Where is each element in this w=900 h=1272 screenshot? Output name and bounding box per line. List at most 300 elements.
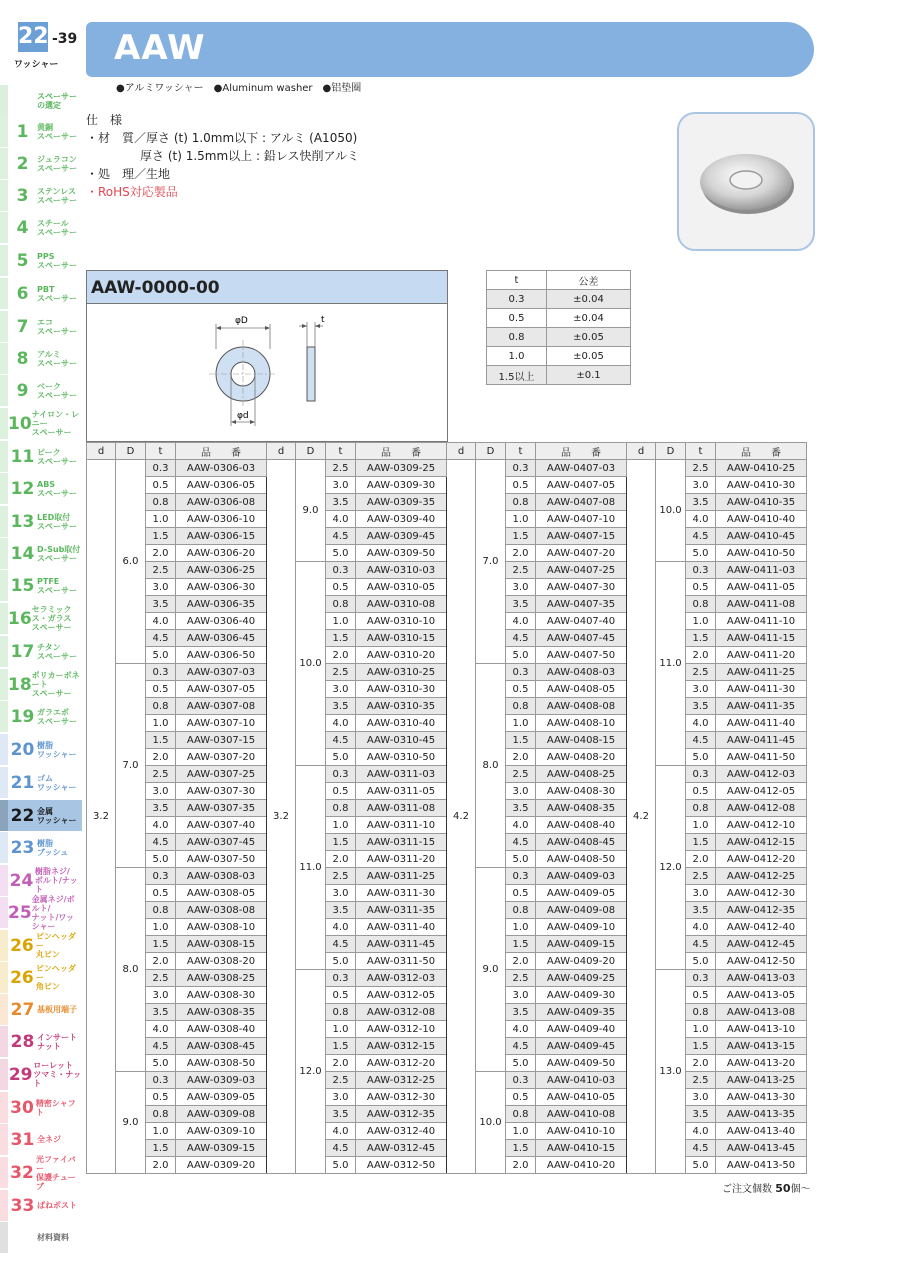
cell-D: 8.0 [116, 868, 146, 1072]
tolerance-value: ±0.05 [547, 347, 631, 366]
nav-item-number: 16 [8, 608, 32, 629]
cell-t: 1.5 [146, 936, 176, 953]
nav-item[interactable] [0, 800, 82, 831]
cell-part-no: AAW-0311-45 [356, 936, 447, 953]
cell-t: 1.0 [506, 511, 536, 528]
header-D: D [116, 443, 146, 460]
cell-t: 4.5 [326, 936, 356, 953]
cell-t: 2.0 [686, 647, 716, 664]
tolerance-row [487, 366, 631, 385]
cell-t: 2.0 [686, 851, 716, 868]
cell-part-no: AAW-0308-50 [176, 1055, 267, 1072]
cell-part-no: AAW-0306-05 [176, 477, 267, 494]
nav-item-number: 26 [10, 935, 34, 956]
cell-part-no: AAW-0413-10 [716, 1021, 807, 1038]
cell-part-no: AAW-0409-05 [536, 885, 627, 902]
cell-part-no: AAW-0413-35 [716, 1106, 807, 1123]
nav-item[interactable] [0, 1059, 82, 1090]
cell-part-no: AAW-0410-10 [536, 1123, 627, 1140]
dim-D-label: φD [235, 316, 248, 326]
cell-part-no: AAW-0413-45 [716, 1140, 807, 1157]
product-photo [677, 112, 815, 251]
header-t: t [686, 443, 716, 460]
cell-t: 1.0 [326, 613, 356, 630]
nav-item[interactable] [0, 603, 82, 634]
cell-t: 1.5 [686, 1038, 716, 1055]
cell-t: 0.3 [326, 970, 356, 987]
cell-part-no: AAW-0411-50 [716, 749, 807, 766]
cell-t: 4.0 [686, 715, 716, 732]
cell-t: 0.3 [146, 1072, 176, 1089]
nav-item[interactable] [0, 148, 82, 179]
cell-t: 2.5 [686, 868, 716, 885]
cell-D: 8.0 [476, 664, 506, 868]
nav-item[interactable] [0, 408, 82, 439]
nav-item[interactable] [0, 734, 82, 765]
dim-t-label: t [321, 315, 325, 325]
cell-part-no: AAW-0308-08 [176, 902, 267, 919]
cell-part-no: AAW-0310-25 [356, 664, 447, 681]
tolerance-t: 1.0 [487, 347, 547, 366]
cell-t: 3.0 [686, 885, 716, 902]
cell-part-no: AAW-0312-45 [356, 1140, 447, 1157]
cell-t: 3.5 [146, 1004, 176, 1021]
cell-part-no: AAW-0412-50 [716, 953, 807, 970]
cell-part-no: AAW-0307-15 [176, 732, 267, 749]
nav-item-number: 24 [9, 870, 34, 891]
cell-part-no: AAW-0308-30 [176, 987, 267, 1004]
cell-t: 3.5 [686, 698, 716, 715]
cell-part-no: AAW-0409-10 [536, 919, 627, 936]
cell-t: 0.8 [146, 494, 176, 511]
cell-t: 5.0 [326, 1157, 356, 1174]
cell-part-no: AAW-0306-40 [176, 613, 267, 630]
cell-part-no: AAW-0308-05 [176, 885, 267, 902]
cell-part-no: AAW-0408-25 [536, 766, 627, 783]
nav-item[interactable] [0, 311, 82, 342]
cell-part-no: AAW-0312-40 [356, 1123, 447, 1140]
cell-D: 11.0 [656, 562, 686, 766]
cell-part-no: AAW-0413-15 [716, 1038, 807, 1055]
cell-D: 7.0 [116, 664, 146, 868]
cell-t: 3.0 [326, 477, 356, 494]
cell-part-no: AAW-0413-20 [716, 1055, 807, 1072]
cell-part-no: AAW-0309-40 [356, 511, 447, 528]
cell-D: 12.0 [656, 766, 686, 970]
nav-item-label: ベーク スペーサー [37, 381, 77, 400]
cell-t: 4.5 [506, 834, 536, 851]
cell-t: 3.5 [326, 698, 356, 715]
cell-t: 3.0 [326, 885, 356, 902]
nav-item-number: 20 [10, 739, 35, 760]
nav-item-number: 21 [10, 772, 35, 793]
cell-part-no: AAW-0310-08 [356, 596, 447, 613]
cell-part-no: AAW-0312-15 [356, 1038, 447, 1055]
spec-material: ・材 質／厚さ (t) 1.0mm以下 : アルミ (A1050) [86, 131, 358, 145]
cell-t: 5.0 [506, 647, 536, 664]
cell-part-no: AAW-0308-15 [176, 936, 267, 953]
cell-part-no: AAW-0312-05 [356, 987, 447, 1004]
tolerance-value: ±0.04 [547, 290, 631, 309]
cell-part-no: AAW-0409-25 [536, 970, 627, 987]
cell-part-no: AAW-0408-05 [536, 681, 627, 698]
cell-t: 0.5 [506, 1089, 536, 1106]
cell-t: 0.8 [146, 1106, 176, 1123]
cell-t: 0.3 [506, 1072, 536, 1089]
cell-part-no: AAW-0312-25 [356, 1072, 447, 1089]
cell-part-no: AAW-0407-40 [536, 613, 627, 630]
cell-t: 5.0 [506, 851, 536, 868]
nav-item[interactable] [0, 570, 82, 601]
cell-t: 0.5 [506, 681, 536, 698]
cell-D: 11.0 [296, 766, 326, 970]
cell-D: 13.0 [656, 970, 686, 1174]
cell-t: 1.0 [326, 817, 356, 834]
cell-t: 0.3 [326, 562, 356, 579]
nav-item[interactable] [0, 894, 82, 931]
page-suffix: -39 [52, 31, 78, 47]
cell-part-no: AAW-0407-15 [536, 528, 627, 545]
cell-t: 2.0 [146, 545, 176, 562]
cell-part-no: AAW-0410-50 [716, 545, 807, 562]
cell-t: 0.3 [146, 868, 176, 885]
nav-item-number: 15 [10, 575, 35, 596]
cell-part-no: AAW-0411-03 [716, 562, 807, 579]
cell-part-no: AAW-0306-45 [176, 630, 267, 647]
nav-item-number: 26 [10, 967, 34, 988]
cell-t: 3.0 [506, 987, 536, 1004]
page-number: 22 [18, 22, 48, 52]
table-row [87, 460, 807, 477]
cell-t: 5.0 [326, 545, 356, 562]
cell-part-no: AAW-0412-05 [716, 783, 807, 800]
cell-part-no: AAW-0309-30 [356, 477, 447, 494]
cell-D: 10.0 [296, 562, 326, 766]
nav-item-label: PPS スペーサー [37, 251, 77, 270]
cell-part-no: AAW-0309-05 [176, 1089, 267, 1106]
nav-item-number: 11 [10, 446, 35, 467]
cell-t: 0.3 [506, 868, 536, 885]
header-d: d [447, 443, 476, 460]
nav-item-label: ピンヘッダー 丸ピン [35, 932, 76, 959]
cell-t: 0.5 [146, 477, 176, 494]
cell-t: 4.0 [686, 511, 716, 528]
cell-t: 0.3 [506, 460, 536, 477]
cell-t: 2.0 [326, 1055, 356, 1072]
cell-part-no: AAW-0312-50 [356, 1157, 447, 1174]
nav-item[interactable] [0, 473, 82, 504]
cell-t: 0.5 [146, 681, 176, 698]
cell-t: 1.0 [506, 715, 536, 732]
header-t: t [146, 443, 176, 460]
page-category: ワッシャー [14, 60, 59, 70]
nav-item[interactable] [0, 375, 82, 406]
cell-t: 1.5 [506, 1140, 536, 1157]
cell-t: 3.5 [686, 494, 716, 511]
cell-t: 3.5 [506, 596, 536, 613]
cell-part-no: AAW-0411-15 [716, 630, 807, 647]
cell-t: 1.0 [506, 919, 536, 936]
cell-t: 0.3 [686, 970, 716, 987]
cell-t: 2.5 [506, 766, 536, 783]
cell-part-no: AAW-0409-15 [536, 936, 627, 953]
nav-item[interactable] [0, 832, 82, 863]
nav-item-label: 光ファイバー 保護チューブ [35, 1154, 76, 1191]
cell-part-no: AAW-0311-25 [356, 868, 447, 885]
cell-part-no: AAW-0307-30 [176, 783, 267, 800]
nav-item-number: 10 [8, 413, 32, 434]
cell-t: 2.0 [326, 851, 356, 868]
cell-t: 4.0 [686, 919, 716, 936]
cell-part-no: AAW-0309-20 [176, 1157, 267, 1174]
cell-t: 3.0 [686, 681, 716, 698]
cell-part-no: AAW-0411-08 [716, 596, 807, 613]
nav-item-label: 金属ネジ/ボルト/ ナット/ワッシャー [31, 894, 75, 931]
cell-t: 3.5 [326, 902, 356, 919]
nav-item-number: 7 [16, 316, 29, 337]
cell-part-no: AAW-0410-15 [536, 1140, 627, 1157]
nav-item-label: アルミ スペーサー [37, 349, 77, 368]
nav-item[interactable] [0, 701, 82, 732]
nav-item[interactable] [0, 1154, 82, 1191]
nav-item-number: 9 [16, 380, 29, 401]
header-part-no: 品 番 [536, 443, 627, 460]
cell-part-no: AAW-0311-20 [356, 851, 447, 868]
dim-d-label: φd [237, 411, 249, 421]
spec-block [86, 111, 359, 201]
cell-t: 0.8 [506, 698, 536, 715]
cell-t: 0.8 [146, 902, 176, 919]
nav-item-label: ジュラコン スペーサー [37, 154, 77, 173]
tolerance-header-t: t [487, 271, 547, 290]
cell-part-no: AAW-0407-20 [536, 545, 627, 562]
cell-part-no: AAW-0307-50 [176, 851, 267, 868]
nav-item[interactable] [0, 1190, 82, 1221]
cell-t: 5.0 [146, 1055, 176, 1072]
cell-part-no: AAW-0310-30 [356, 681, 447, 698]
nav-item-label: ゴム ワッシャー [37, 773, 77, 792]
cell-t: 1.0 [326, 1021, 356, 1038]
washer-photo [679, 114, 813, 249]
cell-D: 12.0 [296, 970, 326, 1174]
cell-t: 5.0 [326, 749, 356, 766]
cell-part-no: AAW-0412-03 [716, 766, 807, 783]
part-number-table [86, 442, 807, 1174]
cell-t: 4.5 [686, 936, 716, 953]
cell-part-no: AAW-0306-20 [176, 545, 267, 562]
cell-part-no: AAW-0409-30 [536, 987, 627, 1004]
cell-part-no: AAW-0311-05 [356, 783, 447, 800]
cell-part-no: AAW-0413-40 [716, 1123, 807, 1140]
nav-item[interactable] [0, 669, 82, 700]
cell-part-no: AAW-0312-20 [356, 1055, 447, 1072]
header-D: D [296, 443, 326, 460]
cell-t: 2.5 [326, 664, 356, 681]
nav-item[interactable] [0, 343, 82, 374]
nav-item-number: 22 [10, 805, 35, 826]
header-t: t [506, 443, 536, 460]
cell-D: 9.0 [116, 1072, 146, 1174]
nav-item[interactable] [0, 278, 82, 309]
cell-t: 4.0 [506, 1021, 536, 1038]
cell-t: 5.0 [686, 545, 716, 562]
cell-t: 1.0 [686, 1021, 716, 1038]
nav-item[interactable] [0, 636, 82, 667]
cell-t: 5.0 [506, 1055, 536, 1072]
cell-part-no: AAW-0307-03 [176, 664, 267, 681]
nav-item-label: 材料資料 [37, 1233, 69, 1242]
cell-t: 2.5 [326, 460, 356, 477]
cell-part-no: AAW-0410-08 [536, 1106, 627, 1123]
nav-item[interactable] [0, 994, 82, 1025]
nav-item[interactable] [0, 180, 82, 211]
cell-t: 1.0 [146, 511, 176, 528]
cell-part-no: AAW-0311-30 [356, 885, 447, 902]
cell-part-no: AAW-0411-40 [716, 715, 807, 732]
nav-item-label: 樹脂 ブッシュ [37, 838, 69, 857]
cell-t: 5.0 [326, 953, 356, 970]
cell-part-no: AAW-0407-10 [536, 511, 627, 528]
nav-item-number: 31 [10, 1129, 35, 1150]
nav-item-label: 樹脂 ワッシャー [37, 740, 77, 759]
nav-item[interactable] [0, 538, 82, 569]
nav-item[interactable] [0, 865, 82, 896]
nav-item[interactable] [0, 1124, 82, 1155]
cell-part-no: AAW-0411-30 [716, 681, 807, 698]
cell-part-no: AAW-0408-30 [536, 783, 627, 800]
nav-item-number: 28 [10, 1031, 35, 1052]
tolerance-t: 1.5以上 [487, 366, 547, 385]
nav-item-number: 12 [10, 478, 35, 499]
header-d: d [87, 443, 116, 460]
nav-item-number: 18 [8, 674, 32, 695]
nav-item[interactable] [0, 1092, 82, 1123]
cell-t: 1.0 [686, 613, 716, 630]
nav-item[interactable] [0, 962, 82, 993]
cell-t: 2.0 [146, 1157, 176, 1174]
cell-t: 2.0 [506, 545, 536, 562]
cell-t: 2.5 [146, 970, 176, 987]
cell-part-no: AAW-0412-45 [716, 936, 807, 953]
cell-part-no: AAW-0409-45 [536, 1038, 627, 1055]
cell-t: 4.5 [146, 630, 176, 647]
cell-part-no: AAW-0310-50 [356, 749, 447, 766]
cell-t: 0.3 [326, 766, 356, 783]
cell-part-no: AAW-0306-25 [176, 562, 267, 579]
header-D: D [476, 443, 506, 460]
nav-item-number: 1 [16, 121, 29, 142]
nav-item[interactable] [0, 212, 82, 243]
cell-t: 3.0 [146, 987, 176, 1004]
cell-t: 4.5 [326, 732, 356, 749]
cell-t: 2.0 [146, 953, 176, 970]
cell-t: 3.5 [146, 596, 176, 613]
nav-item-label: 樹脂ネジ/ ボルト/ナット [34, 867, 78, 894]
nav-item[interactable] [0, 1222, 82, 1253]
cell-part-no: AAW-0412-10 [716, 817, 807, 834]
product-title: AAW [114, 28, 206, 68]
dimension-drawing [86, 304, 448, 442]
nav-item[interactable] [0, 441, 82, 472]
nav-item[interactable] [0, 767, 82, 798]
cell-t: 2.5 [326, 868, 356, 885]
cell-part-no: AAW-0307-20 [176, 749, 267, 766]
nav-item[interactable] [0, 85, 82, 116]
cell-t: 3.0 [506, 783, 536, 800]
cell-part-no: AAW-0410-05 [536, 1089, 627, 1106]
cell-part-no: AAW-0408-08 [536, 698, 627, 715]
nav-item[interactable] [0, 1026, 82, 1057]
cell-part-no: AAW-0308-25 [176, 970, 267, 987]
cell-part-no: AAW-0407-03 [536, 460, 627, 477]
nav-item-label: スチール スペーサー [37, 218, 77, 237]
cell-t: 1.5 [506, 528, 536, 545]
cell-t: 0.8 [146, 698, 176, 715]
nav-item-label: ガラエポ スペーサー [37, 707, 77, 726]
tolerance-row [487, 290, 631, 309]
cell-t: 4.0 [686, 1123, 716, 1140]
cell-t: 0.8 [686, 800, 716, 817]
cell-part-no: AAW-0311-40 [356, 919, 447, 936]
tolerance-value: ±0.04 [547, 309, 631, 328]
cell-t: 1.5 [326, 630, 356, 647]
cell-part-no: AAW-0407-50 [536, 647, 627, 664]
cell-part-no: AAW-0413-08 [716, 1004, 807, 1021]
header-D: D [656, 443, 686, 460]
nav-item[interactable] [0, 930, 82, 961]
cell-t: 4.0 [326, 511, 356, 528]
nav-item-label: ポリカーボネート スペーサー [31, 671, 80, 698]
cell-part-no: AAW-0409-35 [536, 1004, 627, 1021]
cell-t: 3.0 [686, 477, 716, 494]
cell-part-no: AAW-0308-35 [176, 1004, 267, 1021]
cell-part-no: AAW-0411-25 [716, 664, 807, 681]
cell-part-no: AAW-0307-25 [176, 766, 267, 783]
header-d: d [627, 443, 656, 460]
drawing-title: AAW-0000-00 [86, 270, 448, 304]
cell-part-no: AAW-0308-03 [176, 868, 267, 885]
cell-part-no: AAW-0312-03 [356, 970, 447, 987]
cell-part-no: AAW-0412-08 [716, 800, 807, 817]
cell-part-no: AAW-0407-30 [536, 579, 627, 596]
tolerance-table [486, 270, 631, 385]
cell-t: 0.5 [686, 783, 716, 800]
cell-part-no: AAW-0413-25 [716, 1072, 807, 1089]
cell-part-no: AAW-0408-10 [536, 715, 627, 732]
cell-part-no: AAW-0310-15 [356, 630, 447, 647]
nav-item-number: 27 [10, 999, 35, 1020]
order-unit: 個〜 [790, 1184, 811, 1195]
cell-t: 1.0 [146, 715, 176, 732]
nav-item-number: 25 [8, 902, 32, 923]
product-subtitle: ●アルミワッシャー ●Aluminum washer ●铝垫圈 [116, 83, 362, 94]
cell-D: 7.0 [476, 460, 506, 664]
cell-part-no: AAW-0410-20 [536, 1157, 627, 1174]
nav-item[interactable] [0, 116, 82, 147]
nav-item[interactable] [0, 245, 82, 276]
cell-part-no: AAW-0412-25 [716, 868, 807, 885]
nav-item-label: PTFE スペーサー [37, 576, 77, 595]
cell-t: 2.0 [506, 749, 536, 766]
cell-part-no: AAW-0410-35 [716, 494, 807, 511]
nav-item[interactable] [0, 506, 82, 537]
tolerance-value: ±0.05 [547, 328, 631, 347]
cell-t: 2.0 [506, 1157, 536, 1174]
cell-part-no: AAW-0307-40 [176, 817, 267, 834]
cell-part-no: AAW-0407-05 [536, 477, 627, 494]
nav-item-number: 8 [16, 348, 29, 369]
cell-t: 4.0 [146, 1021, 176, 1038]
